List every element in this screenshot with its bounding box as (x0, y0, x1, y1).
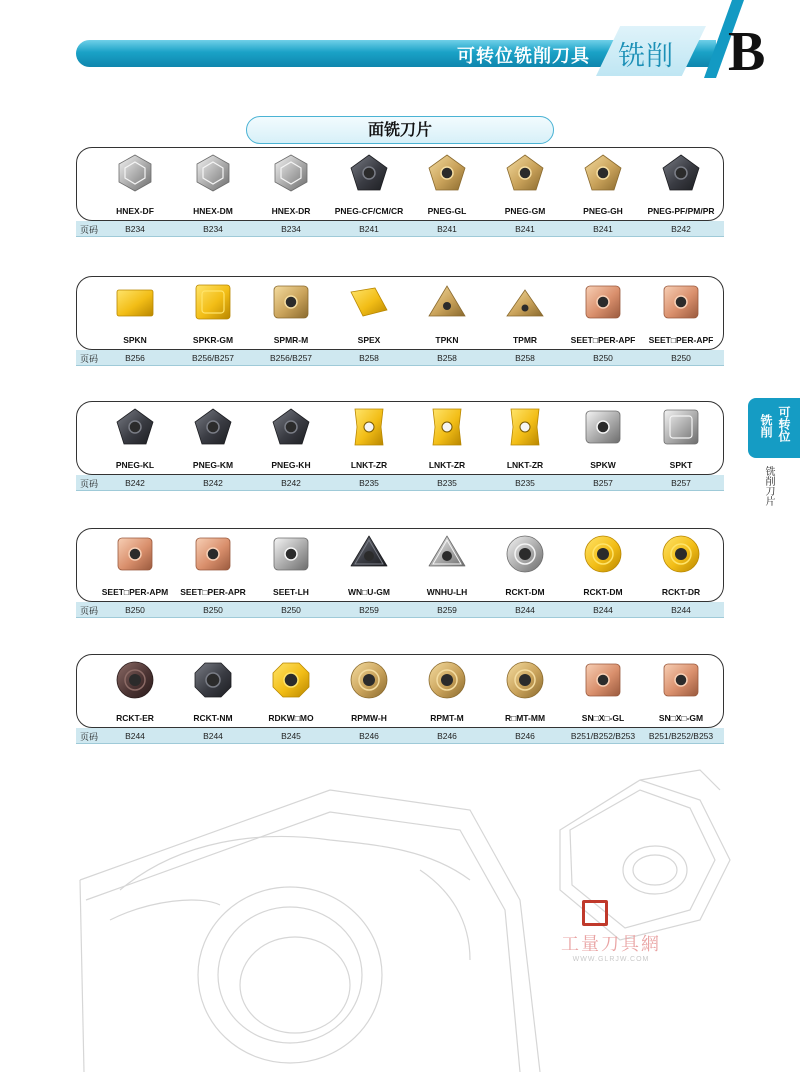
insert-page-ref: B257 (593, 478, 613, 488)
insert-name: HNEX-DF (116, 206, 154, 216)
insert-round-icon (427, 660, 467, 700)
insert-name: LNKT-ZR (506, 460, 544, 470)
insert-pentagon-icon (427, 153, 467, 193)
watermark-text: 工量刀具網 (561, 934, 661, 955)
insert-item[interactable] (252, 401, 330, 491)
insert-name: PNEG-KM (192, 460, 234, 470)
insert-page-ref: B251/B252/B253 (648, 731, 714, 741)
insert-page-ref: B259 (437, 605, 457, 615)
insert-round-icon (583, 534, 623, 574)
page-label: 页码 (80, 733, 99, 743)
watermark-logo-icon (582, 900, 608, 926)
insert-page-ref: B246 (437, 731, 457, 741)
insert-page-ref: B234 (125, 224, 145, 234)
insert-rect-notch-icon (505, 407, 545, 447)
insert-name: SPKW (590, 460, 616, 470)
insert-item[interactable] (96, 276, 174, 366)
insert-page-ref: B241 (515, 224, 535, 234)
insert-square-hole-icon (193, 534, 233, 574)
insert-square-hole-icon (271, 534, 311, 574)
side-tab-line1: 可转位 (777, 406, 791, 442)
insert-square-hole-icon (583, 282, 623, 322)
insert-item[interactable] (486, 401, 564, 491)
insert-name: SEET□PER-APF (570, 335, 636, 345)
side-caption: 铣削刀片 (763, 466, 774, 506)
insert-page-ref: B250 (125, 605, 145, 615)
side-tab[interactable] (748, 398, 800, 458)
insert-square-hole-icon (271, 282, 311, 322)
insert-page-ref: B256/B257 (269, 353, 313, 363)
insert-item[interactable] (486, 276, 564, 366)
insert-page-ref: B246 (359, 731, 379, 741)
insert-item[interactable] (642, 401, 720, 491)
insert-square-hole-icon (661, 282, 701, 322)
insert-pentagon-icon (115, 407, 155, 447)
insert-item[interactable] (330, 401, 408, 491)
insert-item[interactable] (564, 401, 642, 491)
insert-item[interactable] (486, 528, 564, 618)
insert-round-icon (505, 534, 545, 574)
insert-round-icon (505, 660, 545, 700)
insert-name: PNEG-KL (115, 460, 155, 470)
insert-item[interactable] (330, 528, 408, 618)
insert-name: RDKW□MO (268, 713, 314, 723)
insert-item[interactable] (252, 147, 330, 237)
insert-page-ref: B234 (203, 224, 223, 234)
insert-name: SN□X□-GL (581, 713, 625, 723)
insert-page-ref: B235 (515, 478, 535, 488)
insert-square-hole-icon (115, 534, 155, 574)
insert-rect-notch-icon (427, 407, 467, 447)
insert-page-ref: B258 (437, 353, 457, 363)
insert-page-ref: B258 (359, 353, 379, 363)
insert-item[interactable] (408, 147, 486, 237)
insert-name: SEET□PER-APM (101, 587, 169, 597)
side-tab-line2: 铣削 (759, 414, 773, 438)
insert-page-ref: B234 (281, 224, 301, 234)
insert-name: WNHU-LH (426, 587, 468, 597)
insert-page-ref: B242 (671, 224, 691, 234)
insert-pentagon-icon (349, 153, 389, 193)
insert-item[interactable] (96, 654, 174, 744)
insert-name: PNEG-PF/PM/PR (647, 206, 715, 216)
chapter-letter: B (728, 21, 766, 83)
insert-name: SN□X□-GM (658, 713, 704, 723)
insert-square-hole-icon (583, 660, 623, 700)
insert-page-ref: B241 (593, 224, 613, 234)
insert-item[interactable] (96, 528, 174, 618)
insert-name: RCKT-DM (505, 587, 545, 597)
insert-name: PNEG-GH (583, 206, 623, 216)
insert-triangle-hole-icon (505, 282, 545, 322)
insert-round-notch-icon (271, 660, 311, 700)
insert-page-ref: B244 (593, 605, 613, 615)
insert-round-icon (115, 660, 155, 700)
insert-pentagon-icon (661, 153, 701, 193)
insert-name: HNEX-DM (193, 206, 233, 216)
insert-item[interactable] (408, 276, 486, 366)
insert-page-ref: B242 (281, 478, 301, 488)
insert-page-ref: B241 (359, 224, 379, 234)
insert-page-ref: B235 (359, 478, 379, 488)
insert-item[interactable] (174, 654, 252, 744)
insert-name: PNEG-KH (271, 460, 311, 470)
insert-page-ref: B251/B252/B253 (570, 731, 636, 741)
insert-item[interactable] (330, 276, 408, 366)
insert-name: RPMW-H (351, 713, 387, 723)
insert-item[interactable] (96, 401, 174, 491)
insert-name: RCKT-DR (661, 587, 701, 597)
page-label: 页码 (80, 607, 99, 617)
product-row (76, 147, 724, 241)
insert-round-icon (349, 660, 389, 700)
insert-name: PNEG-CF/CM/CR (334, 206, 404, 216)
insert-triangle-icon (427, 282, 467, 322)
insert-item[interactable] (174, 528, 252, 618)
insert-name: HNEX-DR (271, 206, 311, 216)
insert-item[interactable] (642, 147, 720, 237)
insert-pentagon-icon (271, 407, 311, 447)
insert-name: TPKN (435, 335, 459, 345)
insert-page-ref: B259 (359, 605, 379, 615)
insert-item[interactable] (408, 528, 486, 618)
insert-item[interactable] (564, 276, 642, 366)
product-row (76, 401, 724, 495)
insert-name: SPEX (357, 335, 381, 345)
insert-page-ref: B235 (437, 478, 457, 488)
insert-name: SPKN (123, 335, 147, 345)
section-title: 面铣刀片 (246, 116, 554, 144)
insert-name: SPKT (669, 460, 693, 470)
insert-name: RCKT-DM (583, 587, 623, 597)
insert-item[interactable] (642, 528, 720, 618)
insert-name: TPMR (512, 335, 538, 345)
insert-name: SEET□PER-APR (180, 587, 246, 597)
insert-page-ref: B250 (281, 605, 301, 615)
insert-page-ref: B244 (515, 605, 535, 615)
insert-item[interactable] (642, 654, 720, 744)
insert-item[interactable] (564, 528, 642, 618)
insert-page-ref: B242 (203, 478, 223, 488)
insert-name: LNKT-ZR (350, 460, 388, 470)
insert-item[interactable] (174, 401, 252, 491)
insert-square-hole-icon (583, 407, 623, 447)
insert-item[interactable] (96, 147, 174, 237)
insert-name: PNEG-GM (504, 206, 546, 216)
insert-parallelogram-icon (349, 282, 389, 322)
insert-item[interactable] (330, 147, 408, 237)
insert-trigon-icon (427, 534, 467, 574)
insert-name: LNKT-ZR (428, 460, 466, 470)
header-title: 可转位铣削刀具 (457, 46, 590, 67)
insert-rect-notch-icon (349, 407, 389, 447)
insert-name: SEET□PER-APF (648, 335, 714, 345)
insert-hexagon-icon (115, 153, 155, 193)
insert-round-icon (661, 534, 701, 574)
insert-page-ref: B246 (515, 731, 535, 741)
insert-name: RCKT-ER (116, 713, 154, 723)
insert-page-ref: B250 (203, 605, 223, 615)
insert-page-ref: B257 (671, 478, 691, 488)
insert-item[interactable] (564, 147, 642, 237)
insert-item[interactable] (174, 276, 252, 366)
insert-item[interactable] (408, 654, 486, 744)
insert-name: SEET-LH (273, 587, 309, 597)
page-label: 页码 (80, 355, 99, 365)
insert-item[interactable] (486, 654, 564, 744)
insert-square-plain-icon (115, 282, 155, 322)
insert-item[interactable] (642, 276, 720, 366)
insert-page-ref: B256 (125, 353, 145, 363)
insert-trigon-icon (349, 534, 389, 574)
insert-pentagon-icon (193, 407, 233, 447)
insert-page-ref: B250 (593, 353, 613, 363)
product-row (76, 276, 724, 370)
insert-square-hole-icon (661, 660, 701, 700)
insert-page-ref: B245 (281, 731, 301, 741)
product-row (76, 528, 724, 622)
insert-name: PNEG-GL (427, 206, 467, 216)
insert-page-ref: B244 (671, 605, 691, 615)
insert-page-ref: B241 (437, 224, 457, 234)
insert-name: RCKT-NM (193, 713, 233, 723)
insert-round-notch-icon (193, 660, 233, 700)
insert-item[interactable] (252, 654, 330, 744)
insert-square-icon (661, 407, 701, 447)
insert-item[interactable] (174, 147, 252, 237)
insert-name: R□MT-MM (504, 713, 546, 723)
header-section: 铣削 (618, 41, 674, 72)
insert-item[interactable] (330, 654, 408, 744)
watermark-url: WWW.GLRJW.COM (572, 956, 650, 963)
insert-name: SPMR-M (273, 335, 309, 345)
insert-page-ref: B258 (515, 353, 535, 363)
insert-hexagon-icon (271, 153, 311, 193)
insert-page-ref: B242 (125, 478, 145, 488)
insert-page-ref: B244 (125, 731, 145, 741)
insert-page-ref: B244 (203, 731, 223, 741)
page-label: 页码 (80, 226, 99, 236)
insert-item[interactable] (252, 276, 330, 366)
insert-item[interactable] (252, 528, 330, 618)
insert-hexagon-icon (193, 153, 233, 193)
insert-page-ref: B256/B257 (191, 353, 235, 363)
insert-item[interactable] (408, 401, 486, 491)
insert-page-ref: B250 (671, 353, 691, 363)
page-label: 页码 (80, 480, 99, 490)
insert-name: SPKR-GM (192, 335, 234, 345)
insert-pentagon-icon (583, 153, 623, 193)
insert-square-icon (193, 282, 233, 322)
insert-name: WN□U-GM (348, 587, 390, 597)
insert-item[interactable] (564, 654, 642, 744)
insert-name: RPMT-M (430, 713, 464, 723)
product-row (76, 654, 724, 748)
insert-item[interactable] (486, 147, 564, 237)
insert-pentagon-icon (505, 153, 545, 193)
